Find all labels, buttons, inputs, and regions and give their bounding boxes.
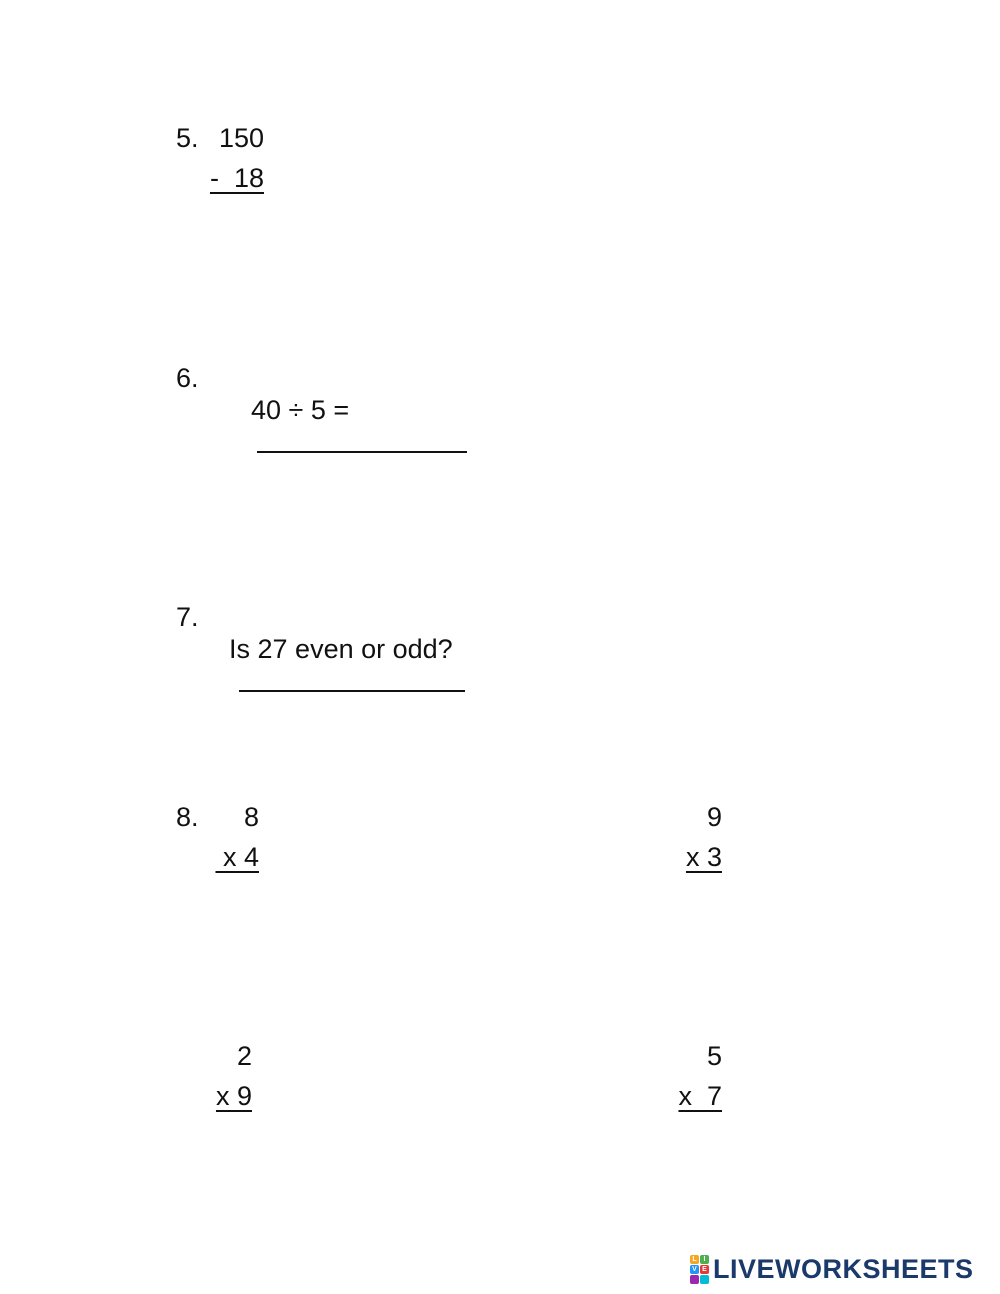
logo-tile: E [700, 1265, 709, 1274]
q8-problem-1-bottom: x 4 [215, 842, 259, 872]
logo-tile [700, 1275, 709, 1284]
q8-problem-2-top: 9 [706, 802, 722, 832]
q7-answer-blank[interactable] [239, 690, 465, 692]
q8-problem-4-bottom: x 7 [678, 1081, 722, 1111]
q5-top-number: 150 [218, 123, 264, 153]
q6-expression: 40 ÷ 5 = [251, 395, 350, 425]
q8-problem-1-top: 8 [243, 802, 259, 832]
liveworksheets-logo [690, 1255, 974, 1283]
q6-number: 6. [176, 363, 199, 393]
q7-number: 7. [176, 602, 199, 632]
q8-problem-3-bottom: x 9 [215, 1081, 252, 1111]
logo-tile: V [690, 1265, 699, 1274]
q7-question [214, 601, 465, 697]
q7-question-text: Is 27 even or odd? [229, 634, 453, 664]
q6-question [236, 362, 467, 458]
q5-bottom-number: - 18 [209, 163, 264, 193]
liveworksheets-logo-icon [690, 1255, 709, 1284]
q8-problem-3-top: 2 [236, 1041, 252, 1071]
q8-problem-2-bottom: x 3 [685, 842, 722, 872]
logo-tile: L [690, 1255, 699, 1264]
q5-number: 5. [176, 123, 199, 153]
logo-tile [690, 1275, 699, 1284]
logo-tile: I [700, 1255, 709, 1264]
q8-number: 8. [176, 802, 199, 832]
q8-problem-4-top: 5 [706, 1041, 722, 1071]
liveworksheets-brand: LIVEWORKSHEETS [713, 1253, 974, 1284]
q6-answer-blank[interactable] [257, 451, 467, 453]
